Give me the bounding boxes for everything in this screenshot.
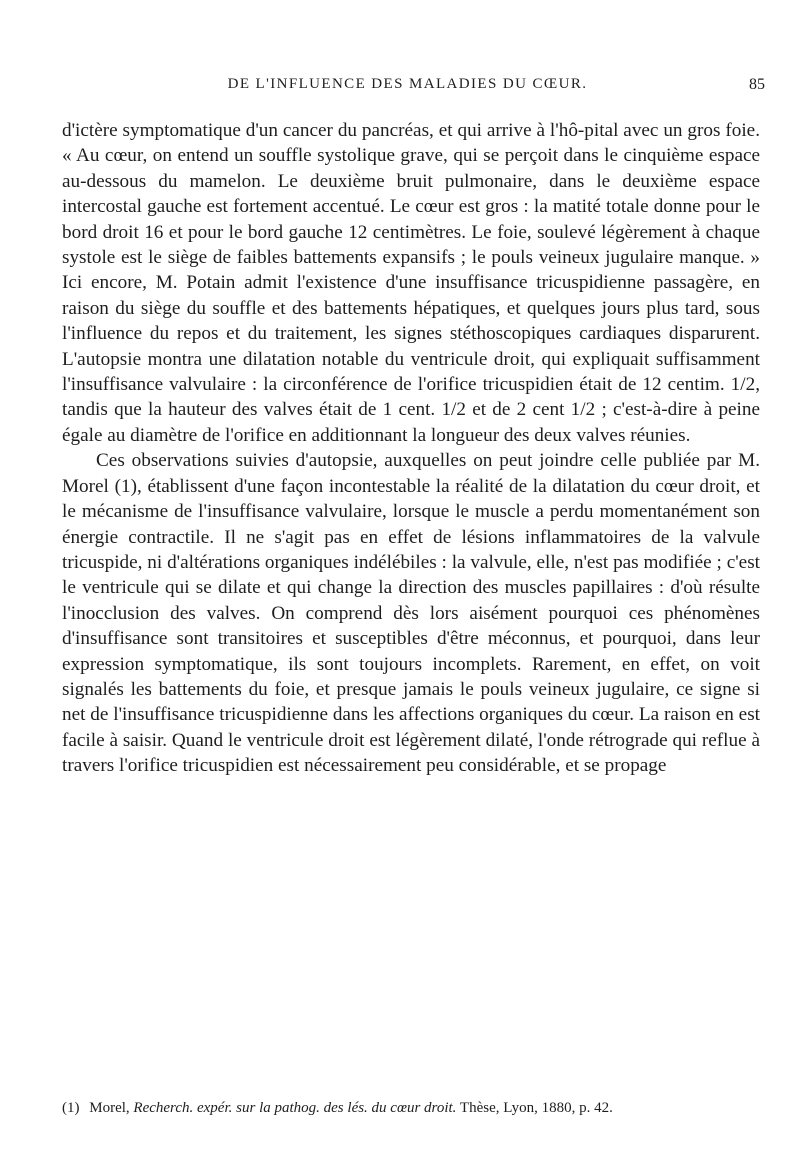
footnote-title: Recherch. expér. sur la pathog. des lés. du cœur droit. — [133, 1100, 457, 1116]
footnote-author: Morel, — [89, 1100, 130, 1116]
paragraph-2: Ces observations suivies d'autopsie, auxquelles on peut joindre celle publiée par M. Morel (1), établissent d'une façon incontestable la réalité de la dilatation du cœur droit, et le mécanisme de l'insuffisance valvulaire, lorsque le muscle a perdu momentanément son énergie contractile. Il ne s'agit pas en effet de lésions inflammatoires de la valvule tricuspide, ni d'altérations organiques indélébiles : la valvule, elle, n'est pas modifiée ; c'est le ventricule qui se dilate et qui change la direction des muscles papillaires : d'où résulte l'inocclusion des valves. On comprend dès lors aisément pourquoi ces phénomènes d'insuffisance sont transitoires et susceptibles d'être méconnus, et pourquoi, dans leur expression symptomatique, ils sont toujours incomplets. Rarement, en effet, on voit signalés les battements du foie, et presque jamais le pouls veineux jugulaire, ce signe si net de l'insuffisance tricuspidienne dans les affections organiques du cœur. La raison en est facile à saisir. Quand le ventricule droit est légèrement dilaté, l'onde rétrograde qui reflue à travers l'orifice tricuspidien est nécessairement peu considérable, et se propage — [62, 450, 760, 777]
body-text — [62, 118, 760, 779]
page-number: 85 — [749, 76, 765, 93]
footnote — [62, 1098, 760, 1118]
paragraph-1: d'ictère symptomatique d'un cancer du pancréas, et qui arrive à l'hô-pital avec un gros foie. « Au cœur, on entend un souffle systolique grave, qui se perçoit dans le cinquième espace au-dessous du mamelon. Le deuxième bruit pulmonaire, dans le deuxième espace intercostal gauche est fortement accentué. Le cœur est gros : la matité totale donne pour le bord droit 16 et pour le bord gauche 12 centimètres. Le foie, soulevé légèrement à chaque systole est le siège de faibles battements expansifs ; le pouls veineux jugulaire manque. » Ici encore, M. Potain admit l'existence d'une insuffisance tricuspidienne passagère, en raison du siège du souffle et des battements hépatiques, et quelques jours plus tard, sous l'influence du repos et du traitement, les signes stéthoscopiques cardiaques disparurent. L'autopsie montra une dilatation notable du ventricule droit, qui expliquait suffisamment l'insuffisance valvulaire : la circonférence de l'orifice tricuspidien était de 12 centim. 1/2, tandis que la hauteur des valves était de 1 cent. 1/2 et de 2 cent 1/2 ; c'est-à-dire à peine égale au diamètre de l'orifice en additionnant la longueur des deux valves réunies. — [62, 120, 760, 446]
running-head — [50, 76, 765, 98]
running-title: DE L'INFLUENCE DES MALADIES DU CŒUR. — [227, 76, 588, 92]
footnote-rest: Thèse, Lyon, 1880, p. 42. — [459, 1100, 613, 1116]
footnote-number: (1) — [62, 1100, 80, 1116]
